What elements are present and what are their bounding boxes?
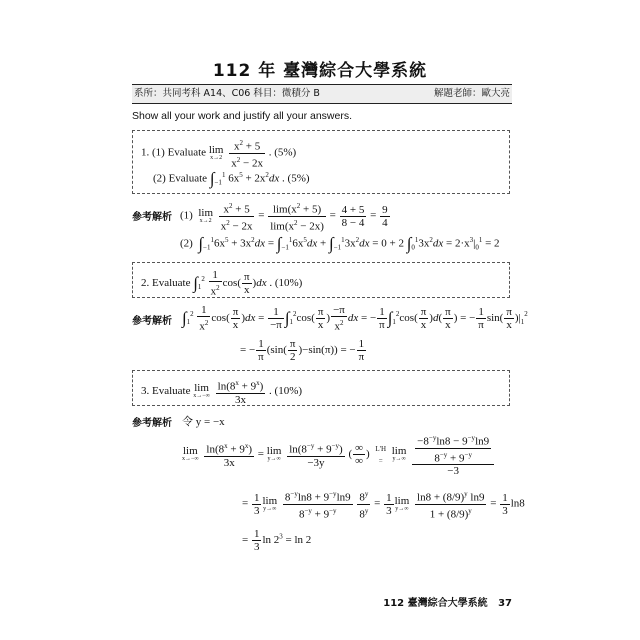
substitution: 令 y = −x — [182, 416, 225, 428]
integral-sign: ∫ — [387, 308, 393, 328]
fraction: $\frac{\frac{-8^{-y}\ln 8 - 9^{-y}\ln 9}{8^{-y} + 9^{-y}}}{-3}$ — [412, 432, 494, 477]
fraction: $\frac{1}{3}$ — [502, 491, 508, 517]
solution-2-line-2: = − $\frac{1}{\pi}$ (sin( $\frac{\pi}{2}$ )−sin(π)) = − $\frac{1}{\pi}$ — [240, 338, 365, 363]
limit-operator: lim x→−∞ — [182, 445, 199, 463]
fraction: $\frac{-\pi}{x^2}$ — [333, 304, 345, 333]
integral-sign: ∫ — [276, 234, 282, 253]
page-footer — [383, 594, 512, 609]
integral-sign: ∫ — [406, 234, 412, 253]
solution-3-line-3: = $\frac{1}{3}$ $\ln 2^3 = \ln 2$ — [242, 528, 312, 553]
fraction: $\frac{\pi}{x}$ — [420, 305, 427, 331]
exam-info-bar — [132, 84, 512, 104]
problem-2-label: 2. Evaluate — [141, 276, 191, 289]
fraction: $\frac{x^2 + 5}{x^2 - 2x}$ — [220, 202, 253, 233]
fraction: $\frac{\pi}{x}$ — [445, 305, 451, 331]
problem-2-points: . (10%) — [269, 276, 303, 289]
fraction: $\frac{1}{\pi}$ — [379, 305, 385, 331]
fraction: $\frac{1}{3}$ — [253, 528, 260, 553]
limit-operator: lim x→−∞ — [193, 381, 210, 399]
problem-3-label: 3. Evaluate — [141, 384, 191, 397]
reference-solution-label: 參考解析 — [132, 418, 172, 429]
fraction: $\frac{-8^{-y}\ln 8 - 9^{-y}\ln 9}{8^{-y} + 9^{-y}}$ — [417, 434, 490, 465]
problem-2-statement: 2. Evaluate $\int_1^2$ $\frac{1}{x^2}$ cos( $\frac{\pi}{x}$ )dx . (10%) — [141, 269, 303, 298]
fraction: $\frac{\infty}{\infty}$ — [355, 442, 363, 468]
fraction: $\frac{1}{x^2}$ — [199, 304, 209, 333]
limit-operator: lim y→∞ — [394, 494, 410, 512]
fraction: $\frac{1}{3}$ — [386, 491, 392, 517]
fraction: $\frac{1}{\pi}$ — [358, 338, 365, 363]
problem-1-part-2: (2) Evaluate $\int_{-1}^1$ $6x^5 + 2x^2dx$ . (5%) — [153, 169, 310, 188]
problem-3-box — [132, 370, 510, 406]
teacher-name: 解題老師：歐大亮 — [433, 88, 510, 99]
fraction: $\frac{9}{4}$ — [382, 203, 388, 229]
fraction: $\frac{\ln 8 + (8/9)^y \ln 9}{1 + (8/9)^y}$ — [417, 490, 485, 521]
fraction: $\frac{\pi}{x}$ — [317, 305, 324, 331]
integral-sign: ∫ — [209, 169, 215, 188]
fraction: L'H = — [375, 444, 386, 465]
fraction: $\frac{\pi}{2}$ — [289, 338, 296, 363]
reference-solution-label: 參考解析 — [132, 212, 172, 223]
fraction: $\frac{1}{-\pi}$ — [270, 305, 282, 331]
footer-text: 112 臺灣綜合大學系統 — [383, 598, 488, 609]
solution-3-line-2: = $\frac{1}{3}$ lim y→∞ $\frac{8^{-y}\ln 8 + 9^{-y}\ln 9}{8^{-y} + 9^{-y}}$ $\frac{8^y}{8^y}$ = $\frac{1}{3}$ lim y→∞ $\frac{\ln 8 + (8/9)^y \ln 9}{1 + (8/9)^y}$ = $\frac{1}{3}$ ln8 — [242, 490, 525, 521]
integral-sign: ∫ — [284, 308, 290, 328]
limit-operator: lim y→∞ — [266, 445, 282, 463]
integral-sign: ∫ — [182, 308, 187, 328]
fraction: $\frac{\pi}{x}$ — [506, 305, 512, 331]
fraction: $\frac{1}{\pi}$ — [258, 338, 264, 363]
limit-operator: lim y→∞ — [262, 494, 278, 512]
integral-sign: ∫ — [193, 273, 198, 293]
fraction: $\frac{1}{3}$ — [253, 491, 260, 517]
solution-1-2: (2) $\int_{-1}^16x^5 + 3x^2dx = \int_{-1}^16x^5dx + \int_{-1}^13x^2dx = 0 + 2$ $\int_0^13x^2dx = 2\cdot x^3|_0^1 = 2$ — [180, 234, 500, 253]
limit-operator: lim x→2 — [198, 206, 213, 224]
fraction: $\frac{\ln(8^x + 9^x)}{3x}$ — [217, 379, 264, 406]
fraction: $\frac{4 + 5}{8 - 4}$ — [341, 203, 365, 229]
department-subject: 系所：共同考科 A14、C06 科目：微積分 B — [134, 88, 320, 99]
integral-sign: ∫ — [329, 234, 334, 253]
limit-operator: lim y→∞ — [391, 445, 407, 463]
fraction: $\frac{\ln(8^x + 9^x)}{3x}$ — [206, 442, 253, 469]
fraction: $\frac{\pi}{x}$ — [232, 305, 239, 331]
problem-1-1-label: 1. (1) Evaluate — [141, 146, 207, 159]
fraction: $\frac{x^2 + 5}{x^2 - 2x}$ — [231, 139, 263, 170]
fraction: $\frac{\lim(x^2 + 5)}{\lim(x^2 - 2x)}$ — [270, 202, 324, 233]
problem-2-box — [132, 262, 510, 298]
solution-1-1: (1) lim x→2 $\frac{x^2 + 5}{x^2 - 2x}$ = $\frac{\lim(x^2 + 5)}{\lim(x^2 - 2x)}$ = $\frac{4 + 5}{8 - 4}$ = $\frac{9}{4}$ — [180, 202, 388, 233]
instructions: Show all your work and justify all your answers. — [132, 110, 353, 122]
problem-1-1-points: . (5%) — [268, 146, 297, 159]
problem-1-box — [132, 130, 510, 194]
solution-3-line-1: lim x→−∞ $\frac{\ln(8^x + 9^x)}{3x}$ = lim y→∞ $\frac{\ln(8^{-y} + 9^{-y})}{-3y}$ ( $\frac{\infty}{\infty}$ ) L'H = lim y→∞ $\frac{\frac{-8^{-y}\ln 8 - 9^{-y}\ln 9}{8^{-y} + 9^{-y}}}{-3}$ — [182, 432, 495, 477]
problem-3-points: . (10%) — [269, 384, 303, 397]
fraction: $\frac{\pi}{x}$ — [243, 270, 250, 296]
fraction: $\frac{1}{x^2}$ — [210, 269, 220, 298]
solution-2-line-1: $\int_1^2$ $\frac{1}{x^2}$ cos( $\frac{\pi}{x}$ )dx = $\frac{1}{-\pi}$ $\int_1^2\cos$( $\frac{\pi}{x}$ ) $\frac{-\pi}{x^2}$ dx = − $\frac{1}{\pi}$ $\int_1^2\cos$( $\frac{\pi}{x}$ )d( $\frac{\pi}{x}$ ) = − $\frac{1}{\pi}$ sin( $\frac{\pi}{x}$ )$|_1^2$ — [182, 304, 528, 333]
fraction: $\frac{1}{\pi}$ — [478, 305, 484, 331]
page-number: 37 — [498, 598, 512, 609]
problem-1-2-points: . (5%) — [282, 172, 310, 185]
limit-operator: lim x→2 — [208, 143, 224, 161]
problem-1-part-1 — [141, 137, 296, 169]
reference-solution-label: 參考解析 — [132, 316, 172, 327]
integral-sign: ∫ — [198, 234, 203, 253]
problem-1-2-label: (2) Evaluate — [153, 172, 208, 185]
page-title: 112 年 臺灣綜合大學系統 — [212, 61, 428, 81]
fraction: $\frac{8^y}{8^y}$ — [359, 490, 369, 521]
fraction: $\frac{\ln(8^{-y} + 9^{-y})}{-3y}$ — [289, 442, 343, 469]
problem-3-statement — [141, 377, 302, 406]
fraction: $\frac{8^{-y}\ln 8 + 9^{-y}\ln 9}{8^{-y} + 9^{-y}}$ — [284, 490, 351, 521]
